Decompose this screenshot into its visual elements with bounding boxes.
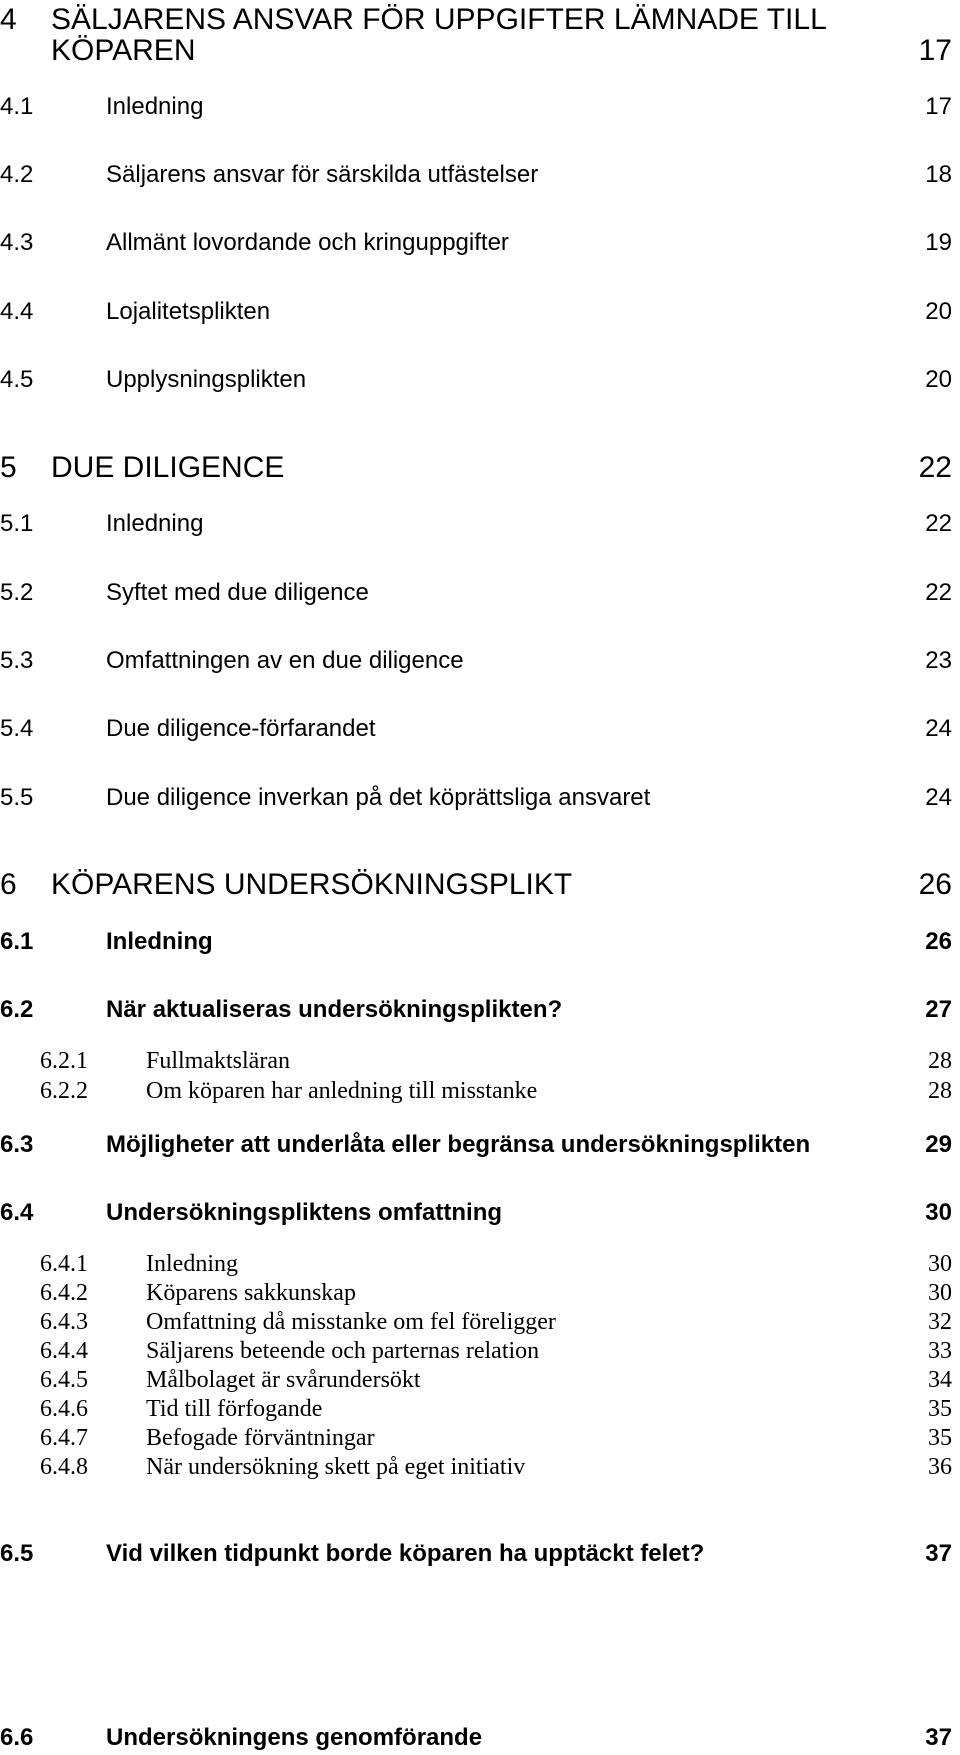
section-title: Due diligence-förfarandet — [106, 715, 376, 742]
page-number: 30 — [925, 1199, 952, 1226]
subsection-title: Omfattning då misstanke om fel föreligger — [146, 1309, 556, 1335]
page-number: 34 — [928, 1367, 952, 1393]
page-number: 17 — [918, 34, 952, 67]
section-number: 6.2 — [0, 996, 34, 1023]
page-number: 26 — [925, 928, 952, 955]
page-number: 20 — [925, 366, 952, 393]
chapter-title: DUE DILIGENCE — [51, 451, 285, 484]
page-number: 22 — [925, 510, 952, 537]
section-title: Säljarens ansvar för särskilda utfästelser — [106, 161, 539, 188]
page-number: 37 — [925, 1724, 952, 1751]
section-number: 6.5 — [0, 1540, 34, 1567]
subsection-title: När undersökning skett på eget initiativ — [146, 1454, 526, 1480]
section-number: 5.3 — [0, 647, 34, 674]
page-number: 23 — [925, 647, 952, 674]
section-title: När aktualiseras undersökningsplikten? — [106, 996, 563, 1023]
section-number: 6.4 — [0, 1199, 34, 1226]
section-number: 6.1 — [0, 928, 34, 955]
subsection-title: Befogade förväntningar — [146, 1425, 375, 1451]
section-number: 6.3 — [0, 1131, 34, 1158]
subsection-title: Inledning — [146, 1251, 238, 1277]
section-number: 5.5 — [0, 784, 34, 811]
subsection-number: 6.2.2 — [40, 1078, 88, 1104]
section-number: 5.2 — [0, 579, 34, 606]
section-number: 6.6 — [0, 1724, 34, 1751]
page-number: 26 — [918, 868, 952, 901]
subsection-number: 6.2.1 — [40, 1048, 88, 1074]
section-title: Vid vilken tidpunkt borde köparen ha upptäckt felet? — [106, 1540, 705, 1567]
section-title: Möjligheter att underlåta eller begränsa undersökningsplikten — [106, 1131, 811, 1158]
subsection-title: Om köparen har anledning till misstanke — [146, 1078, 538, 1104]
chapter-title-cont: KÖPAREN — [51, 34, 196, 67]
section-number: 4.5 — [0, 366, 34, 393]
page-number: 35 — [928, 1425, 952, 1451]
subsection-number: 6.4.3 — [40, 1309, 88, 1335]
subsection-title: Fullmaktsläran — [146, 1048, 290, 1074]
subsection-number: 6.4.2 — [40, 1280, 88, 1306]
section-title: Undersökningspliktens omfattning — [106, 1199, 503, 1226]
section-title: Inledning — [106, 93, 204, 120]
page-number: 30 — [928, 1280, 952, 1306]
page-number: 33 — [928, 1338, 952, 1364]
chapter-number: 5 — [0, 451, 17, 484]
page-number: 19 — [925, 229, 952, 256]
page-number: 22 — [925, 579, 952, 606]
section-title: Inledning — [106, 510, 204, 537]
chapter-number: 6 — [0, 868, 17, 901]
page-number: 27 — [925, 996, 952, 1023]
page-number: 28 — [928, 1048, 952, 1074]
section-number: 5.1 — [0, 510, 34, 537]
section-number: 4.1 — [0, 93, 34, 120]
section-title: Inledning — [106, 928, 213, 955]
page-number: 32 — [928, 1309, 952, 1335]
subsection-number: 6.4.5 — [40, 1367, 88, 1393]
page-number: 22 — [918, 451, 952, 484]
page-number: 36 — [928, 1454, 952, 1480]
page-number: 17 — [925, 93, 952, 120]
subsection-number: 6.4.8 — [40, 1454, 88, 1480]
page-number: 18 — [925, 161, 952, 188]
section-title: Syftet med due diligence — [106, 579, 369, 606]
page-number: 30 — [928, 1251, 952, 1277]
chapter-title: SÄLJARENS ANSVAR FÖR UPPGIFTER LÄMNADE TILL — [51, 3, 827, 36]
subsection-number: 6.4.7 — [40, 1425, 88, 1451]
page-number: 24 — [925, 715, 952, 742]
section-number: 4.3 — [0, 229, 34, 256]
page-number: 20 — [925, 298, 952, 325]
page-number: 24 — [925, 784, 952, 811]
section-title: Undersökningens genomförande — [106, 1724, 483, 1751]
section-number: 4.4 — [0, 298, 34, 325]
section-title: Lojalitetsplikten — [106, 298, 271, 325]
subsection-number: 6.4.4 — [40, 1338, 88, 1364]
section-title: Allmänt lovordande och kringuppgifter — [106, 229, 509, 256]
subsection-title: Säljarens beteende och parternas relation — [146, 1338, 540, 1364]
chapter-title: KÖPARENS UNDERSÖKNINGSPLIKT — [51, 868, 573, 901]
subsection-title: Målbolaget är svårundersökt — [146, 1367, 421, 1393]
section-title: Upplysningsplikten — [106, 366, 307, 393]
page-number: 37 — [925, 1540, 952, 1567]
subsection-title: Köparens sakkunskap — [146, 1280, 356, 1306]
page-number: 35 — [928, 1396, 952, 1422]
page-number: 29 — [925, 1131, 952, 1158]
section-number: 5.4 — [0, 715, 34, 742]
section-title: Due diligence inverkan på det köprättsliga ansvaret — [106, 784, 651, 811]
section-number: 4.2 — [0, 161, 34, 188]
page-number: 28 — [928, 1078, 952, 1104]
subsection-number: 6.4.6 — [40, 1396, 88, 1422]
chapter-number: 4 — [0, 3, 17, 36]
subsection-number: 6.4.1 — [40, 1251, 88, 1277]
section-title: Omfattningen av en due diligence — [106, 647, 464, 674]
subsection-title: Tid till förfogande — [146, 1396, 323, 1422]
